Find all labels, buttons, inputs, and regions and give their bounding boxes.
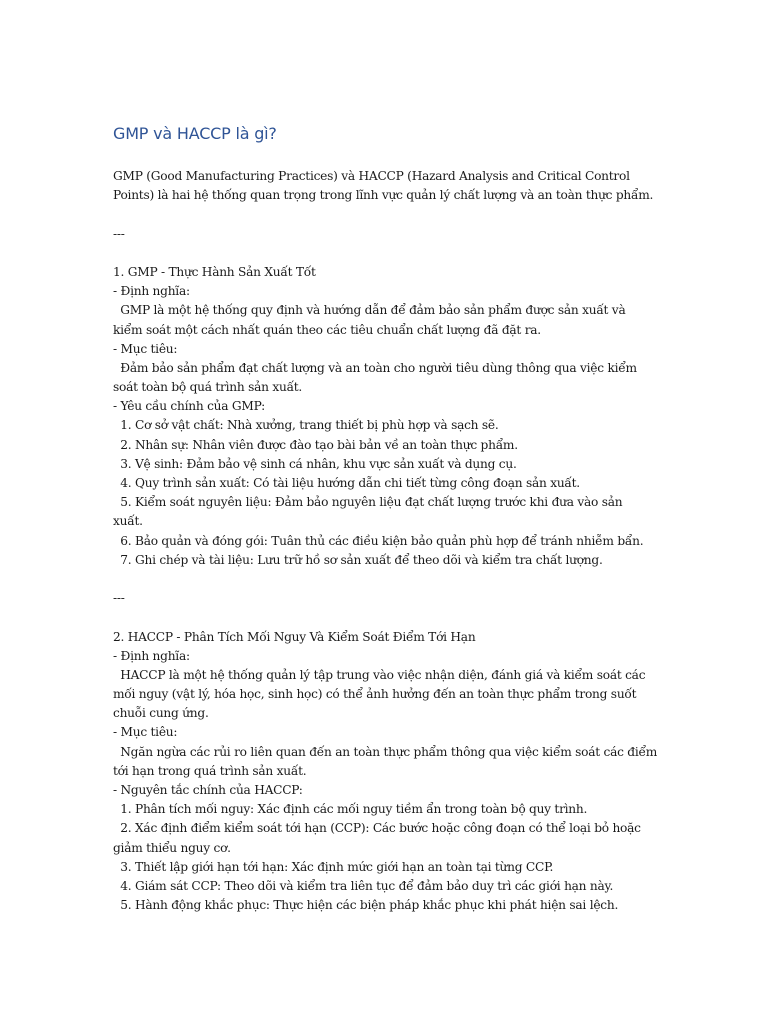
text-line: xuất. <box>113 514 143 529</box>
list-item: 7. Ghi chép và tài liệu: Lưu trữ hồ sơ sản xuất để theo dõi và kiểm tra chất lượng. <box>113 552 603 567</box>
text-line: chuỗi cung ứng. <box>113 706 209 721</box>
subsection-label: - Định nghĩa: <box>113 284 190 299</box>
list-item: 5. Kiểm soát nguyên liệu: Đảm bảo nguyên liệu đạt chất lượng trước khi đưa vào sản <box>113 495 623 510</box>
subsection-label: - Yêu cầu chính của GMP: <box>113 399 265 414</box>
section-divider: --- <box>113 591 125 606</box>
list-item: 6. Bảo quản và đóng gói: Tuân thủ các điều kiện bảo quản phù hợp để tránh nhiễm bẩn. <box>113 533 644 548</box>
blank-line <box>113 608 673 627</box>
subsection-label: - Mục tiêu: <box>113 341 178 356</box>
list-item: 4. Giám sát CCP: Theo dõi và kiểm tra liên tục để đảm bảo duy trì các giới hạn này. <box>113 878 614 893</box>
text-line: GMP (Good Manufacturing Practices) và HACCP (Hazard Analysis and Critical Control <box>113 169 630 183</box>
text-line: tới hạn trong quá trình sản xuất. <box>113 763 307 778</box>
subsection-label: - Nguyên tắc chính của HACCP: <box>113 783 303 797</box>
list-item: 4. Quy trình sản xuất: Có tài liệu hướng dẫn chi tiết từng công đoạn sản xuất. <box>113 476 580 490</box>
list-item: 3. Thiết lập giới hạn tới hạn: Xác định mức giới hạn an toàn tại từng CCP. <box>113 859 554 874</box>
list-item: 1. Phân tích mối nguy: Xác định các mối nguy tiềm ẩn trong toàn bộ quy trình. <box>113 802 588 817</box>
text-line: kiểm soát một cách nhất quán theo các tiêu chuẩn chất lượng đã đặt ra. <box>113 322 541 337</box>
subsection-label: - Định nghĩa: <box>113 648 190 663</box>
text-line: Points) là hai hệ thống quan trọng trong lĩnh vực quản lý chất lượng và an toàn thực phẩm. <box>113 188 654 203</box>
document-body <box>113 167 673 915</box>
section-heading: 1. GMP - Thực Hành Sản Xuất Tốt <box>113 264 316 279</box>
blank-line <box>113 205 673 224</box>
blank-line <box>113 570 673 589</box>
list-item: 5. Hành động khắc phục: Thực hiện các biện pháp khắc phục khi phát hiện sai lệch. <box>113 898 619 913</box>
text-line: mối nguy (vật lý, hóa học, sinh học) có thể ảnh hưởng đến an toàn thực phẩm trong suốt <box>113 687 637 702</box>
list-item: 2. Xác định điểm kiểm soát tới hạn (CCP): Các bước hoặc công đoạn có thể loại bỏ hoặc <box>113 821 641 836</box>
text-line: giảm thiểu nguy cơ. <box>113 840 231 855</box>
text-line: HACCP là một hệ thống quản lý tập trung vào việc nhận diện, đánh giá và kiểm soát các <box>113 667 646 682</box>
section-heading: 2. HACCP - Phân Tích Mối Nguy Và Kiểm Soát Điểm Tới Hạn <box>113 629 476 644</box>
text-line: Ngăn ngừa các rủi ro liên quan đến an toàn thực phẩm thông qua việc kiểm soát các điểm <box>113 744 658 759</box>
list-item: 1. Cơ sở vật chất: Nhà xưởng, trang thiết bị phù hợp và sạch sẽ. <box>113 418 499 433</box>
blank-line <box>113 244 673 263</box>
document-title: GMP và HACCP là gì? <box>113 124 277 143</box>
text-line: Đảm bảo sản phẩm đạt chất lượng và an toàn cho người tiêu dùng thông qua việc kiểm <box>113 360 637 375</box>
section-divider: --- <box>113 226 125 241</box>
list-item: 2. Nhân sự: Nhân viên được đào tạo bài bản về an toàn thực phẩm. <box>113 437 518 452</box>
text-line: soát toàn bộ quá trình sản xuất. <box>113 380 303 395</box>
text-line: GMP là một hệ thống quy định và hướng dẫn để đảm bảo sản phẩm được sản xuất và <box>113 303 626 318</box>
list-item: 3. Vệ sinh: Đảm bảo vệ sinh cá nhân, khu vực sản xuất và dụng cụ. <box>113 456 517 471</box>
subsection-label: - Mục tiêu: <box>113 725 178 740</box>
